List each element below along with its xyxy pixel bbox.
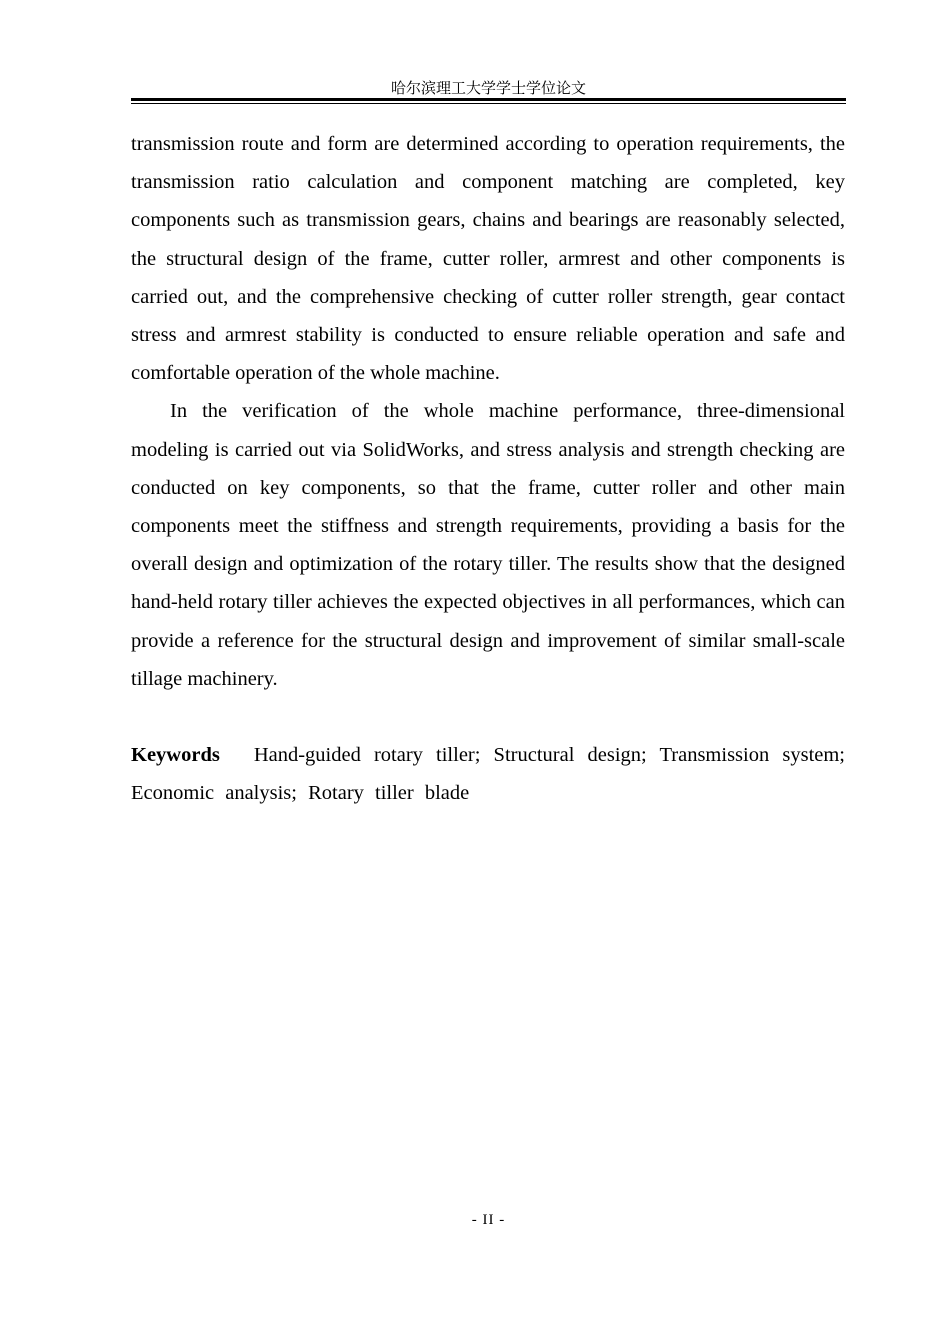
keywords-text-main: Hand-guided rotary tiller; Structural design; Transmission <box>253 744 770 767</box>
keywords-label: Keywords <box>131 744 220 767</box>
body-text <box>131 125 845 812</box>
page-header-title: 哈尔滨理工大学学士学位论文 <box>390 79 586 97</box>
header-rule-thick <box>131 98 846 101</box>
page-number: - II - <box>471 1212 506 1228</box>
keywords-line <box>131 736 845 812</box>
header-rule-thin <box>131 103 846 104</box>
abstract-paragraph-1: transmission route and form are determined according to operation requirements, the transmission ratio calculation and component matching are completed, key components such as transmission gears, chains and bearings are reasonably selected, the structural design of the frame, cutter roller, armrest and other components is carried out, and the comprehensive checking of cutter roller strength, gear contact stress and armrest stability is conducted to ensure reliable operation and safe and comfortable operation of the whole machine. <box>131 133 845 385</box>
abstract-paragraph-2: In the verification of the whole machine performance, three-dimensional modeling is carried out via SolidWorks, and stress analysis and strength checking are conducted on key components, so that the frame, cutter roller and other main components meet the stiffness and strength requirements, providing a basis for the overall design and optimization of the rotary tiller. The results show that the designed hand-held rotary tiller achieves the expected objectives in all performances, which can provide a reference for the structural design and improvement of similar small-scale tillage machinery. <box>131 400 845 690</box>
keywords-text-tail: system; Economic analysis; Rotary tiller blade <box>131 744 846 805</box>
